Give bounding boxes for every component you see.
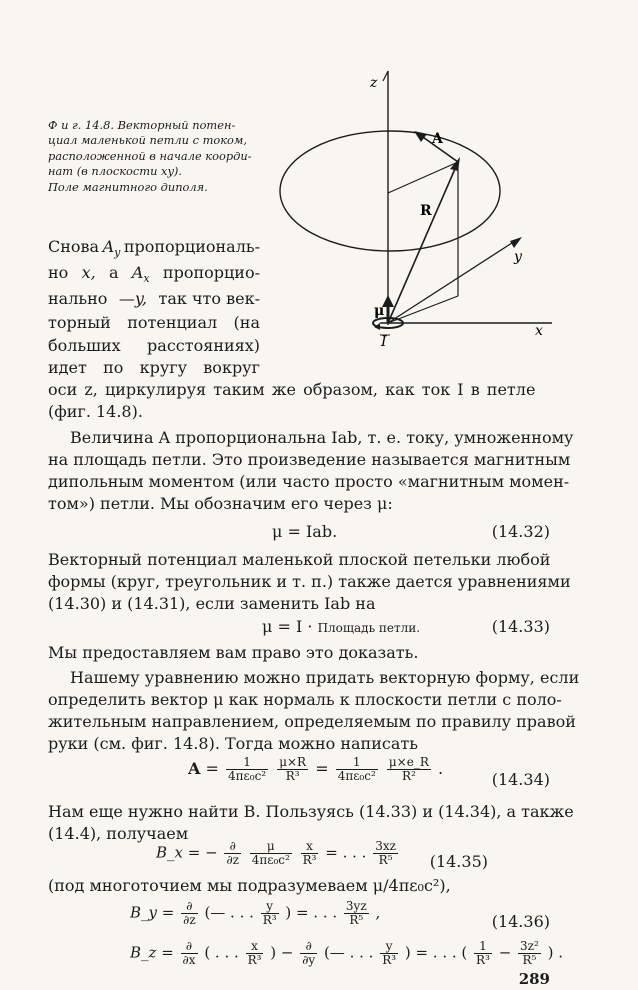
- text-line: Нашему уравнению можно придать векторную форму, если: [70, 668, 580, 687]
- text-line: оси z, циркулируя таким же образом, как ток I в петле: [48, 380, 536, 399]
- text-line: (фиг. 14.8).: [48, 402, 143, 421]
- y-label: y: [514, 249, 522, 265]
- caption-line: Ф и г. 14.8. Векторный потен-: [48, 118, 236, 132]
- equation-14-36-y: B_y = $\frac{\partial}{\partial z}$ (— . . . $\frac{y}{\text{R³}}$ ) = . . . $\frac{3yz}{\text{R⁵}}$ ,: [130, 899, 381, 927]
- z-label: z: [370, 75, 378, 91]
- equation-number: (14.35): [429, 852, 488, 871]
- equation-14-36-z: B_z = $\frac{\partial}{\partial x}$ ( . . . $\frac{x}{\text{R³}}$ ) − $\frac{\partial}{\partial y}$ (— . . . $\frac{y}{\text{R³}}$ ) = . . . ( $\frac{1}{\text{R³}}$ − $\frac{\text{3z²}}{\text{R⁵}}$ ) .: [130, 939, 563, 967]
- text-line: Векторный потенциал маленькой плоской петельки любой: [48, 550, 551, 569]
- equation-14-35: B_x = − $\frac{\partial}{\partial z}$ $\frac{\mu}{\text{4πε₀c²}}$ $\frac{x}{\text{R³}}$ = . . . $\frac{3xz}{\text{R⁵}}$: [156, 839, 396, 867]
- equation-14-33: μ = I · Площадь петли.: [262, 617, 421, 636]
- equation-number: (14.33): [491, 617, 550, 636]
- text-line: (14.30) и (14.31), если заменить Iab на: [48, 594, 376, 613]
- text-line: на площадь петли. Это произведение называется магнитным: [48, 450, 571, 469]
- text-line: том») петли. Мы обозначим его через μ:: [48, 494, 393, 513]
- caption-line: циал маленькой петли с током,: [48, 133, 247, 148]
- text-line: но x, а $A_x$ пропорцио-: [48, 263, 260, 286]
- y-axis: [388, 241, 515, 323]
- text-line: жительным направлением, определяемым по правилу правой: [48, 712, 576, 731]
- text-line: формы (круг, треугольник и т. п.) также дается уравнениями: [48, 572, 571, 591]
- text-line: идет по кругу вокруг: [48, 358, 260, 377]
- figure-14-8-diagram: [270, 65, 560, 355]
- a-label: A: [432, 131, 443, 147]
- equation-14-32: μ = Iab.: [272, 522, 338, 541]
- equation-number: (14.34): [491, 770, 550, 789]
- i-label: I: [381, 334, 387, 350]
- caption-line: нат (в плоскости xy).: [48, 164, 182, 179]
- equation-14-34: A = $\frac{1}{\text{4πε₀c²}}$ $\frac{\mu\times R}{\text{R³}}$ = $\frac{1}{\text{4πε₀c²}}$ $\frac{\mu\times e\_R}{\text{R²}}$ .: [188, 755, 444, 783]
- text-line: определить вектор μ как нормаль к плоскости петли с поло-: [48, 690, 562, 709]
- text-line: руки (см. фиг. 14.8). Тогда можно написать: [48, 734, 418, 753]
- text-line: (14.4), получаем: [48, 824, 189, 843]
- caption-line: расположенной в начале коорди-: [48, 148, 252, 163]
- page-number: 289: [518, 970, 550, 988]
- text-line: Мы предоставляем вам право это доказать.: [48, 643, 419, 662]
- text-line: Величина A пропорциональна Iab, т. е. току, умноженному: [70, 428, 574, 447]
- text-line: нально —y, так что век-: [48, 289, 260, 308]
- figure-caption: [48, 118, 273, 195]
- r-label: R: [420, 203, 432, 219]
- text-line: Нам еще нужно найти B. Пользуясь (14.33) и (14.34), а также: [48, 802, 574, 821]
- caption-line: Поле магнитного диполя.: [48, 179, 208, 194]
- x-label: x: [535, 323, 543, 339]
- text-line: больших расстояниях): [48, 336, 260, 355]
- equation-number: (14.36): [491, 912, 550, 931]
- text-line: торный потенциал (на: [48, 313, 260, 332]
- equation-number: (14.32): [491, 522, 550, 541]
- mu-label: μ: [374, 303, 385, 319]
- text-line: (под многоточием мы подразумеваем μ/4πε₀c²),: [48, 876, 451, 895]
- loop-ellipse: [280, 131, 500, 251]
- text-line: дипольным моментом (или часто просто «магнитным момен-: [48, 472, 570, 491]
- text-line: Снова $A_y$ пропорциональ-: [48, 237, 260, 260]
